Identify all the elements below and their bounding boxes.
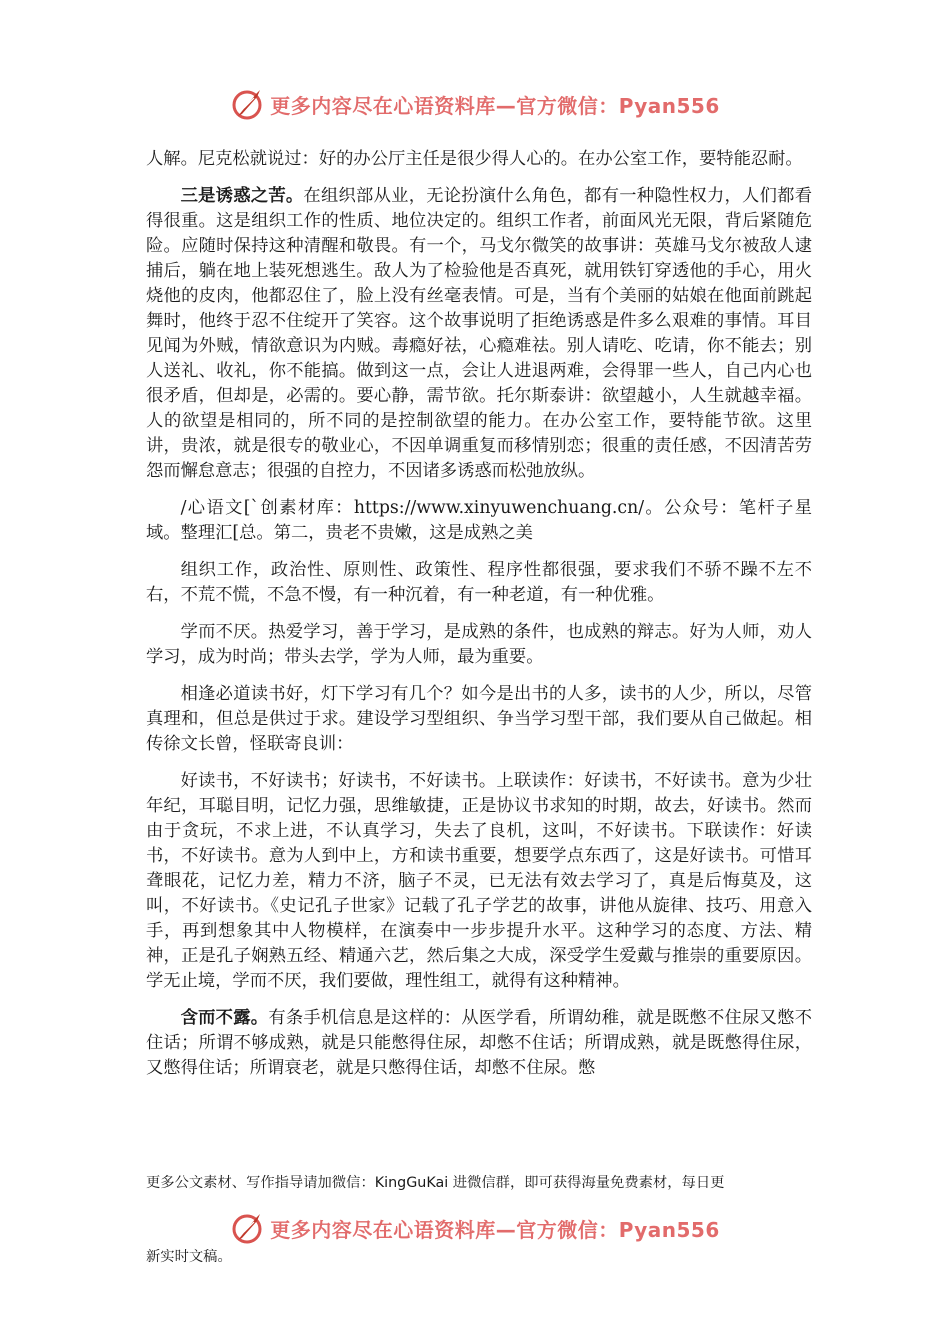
paragraph: 相逢必道读书好，灯下学习有几个？如今是出书的人多，读书的人少，所以，尽管真理和，但总是供过于求。建设学习型组织、争当学习型干部，我们要从自己做起。相传徐文长曾，怪联寄良训： (146, 684, 812, 754)
paragraph: /心语文[`创素材库：https://www.xinyuwenchuang.cn/。公众号：笔杆子星域。整理汇[总。第二，贵老不贵嫩，这是成熟之美 (146, 498, 812, 543)
quill-logo-icon (230, 1210, 266, 1246)
quill-logo-icon (230, 86, 266, 122)
banner-text: 更多内容尽在心语资料库—官方微信：Pyan556 (270, 93, 720, 118)
paragraph: 好读书，不好读书；好读书，不好读书。上联读作：好读书，不好读书。意为少壮年纪，耳聪目明，记忆力强，思维敏捷，正是协议书求知的时期，故去，好读书。然而由于贪玩，不求上进，不认真学习，失去了良机，这叫，不好读书。下联读作：好读书，不好读书。意为人到中上，方和读书重要，想要学点东西了，这是好读书。可惜耳聋眼花，记忆力差，精力不济，脑子不灵，已无法有效去学习了，真是后悔莫及，这叫，不好读书。《史记孔子世家》记载了孔子学艺的故事，讲他从旋律、技巧、用意入手，再到想象其中人物模样，在演奏中一步步提升水平。这种学习的态度、方法、精神，正是孔子娴熟五经、精通六艺，然后集之大成，深受学生爱戴与推崇的重要原因。学无止境，学而不厌，我们要做，理性组工，就得有这种精神。 (146, 771, 812, 991)
paragraph-heading: 三是诱惑之苦。 (180, 186, 304, 206)
footer-promo-tail: 新实时文稿。 (146, 1249, 232, 1265)
footer-banner (0, 1206, 950, 1250)
document-body (146, 147, 812, 1093)
banner-text: 更多内容尽在心语资料库—官方微信：Pyan556 (270, 1217, 720, 1242)
paragraph: 三是诱惑之苦。在组织部从业，无论扮演什么角色，都有一种隐性权力，人们都看得很重。这是组织工作的性质、地位决定的。组织工作者，前面风光无限，背后紧随危险。应随时保持这种清醒和敬畏。有一个，马戈尔微笑的故事讲：英雄马戈尔被敌人逮捕后，躺在地上装死想逃生。敌人为了检验他是否真死，就用铁钉穿透他的手心，用火烧他的皮肉，他都忍住了，脸上没有丝毫表情。可是，当有个美丽的姑娘在他面前跳起舞时，他终于忍不住绽开了笑容。这个故事说明了拒绝诱惑是件多么艰难的事情。耳目见闻为外贼，情欲意识为内贼。毒瘾好祛，心瘾难祛。别人请吃、吃请，你不能去；别人送礼、收礼，你不能搞。做到这一点，会让人进退两难，会得罪一些人，自己内心也很矛盾，但却是，必需的。要心静，需节欲。托尔斯泰讲：欲望越小，人生就越幸福。人的欲望是相同的，所不同的是控制欲望的能力。在办公室工作，要特能节欲。这里讲，贵浓，就是很专的敬业心，不因单调重复而移情别恋；很重的责任感，不因清苦劳怨而懈怠意志；很强的自控力，不因诸多诱惑而松弛放纵。 (146, 186, 812, 481)
paragraph: 学而不厌。热爱学习，善于学习，是成熟的条件，也成熟的辩志。好为人师，劝人学习，成为时尚；带头去学，学为人师，最为重要。 (146, 622, 812, 667)
header-banner (0, 82, 950, 126)
paragraph: 含而不露。有条手机信息是这样的：从医学看，所谓幼稚，就是既憋不住尿又憋不住话；所谓不够成熟，就是只能憋得住尿，却憋不住话；所谓成熟，就是既憋得住尿，又憋得住话；所谓衰老，就是只憋得住话，却憋不住尿。憋 (146, 1008, 812, 1078)
paragraph: 组织工作，政治性、原则性、政策性、程序性都很强，要求我们不骄不躁不左不右，不荒不慌，不急不慢，有一种沉着，有一种老道，有一种优雅。 (146, 560, 812, 605)
footer-promo-line: 更多公文素材、写作指导请加微信：KingGuKai 进微信群，即可获得海量免费素材，每日更 (146, 1175, 725, 1191)
paragraph-heading: 含而不露。 (180, 1008, 269, 1028)
paragraph: 人解。尼克松就说过：好的办公厅主任是很少得人心的。在办公室工作，要特能忍耐。 (146, 149, 803, 169)
